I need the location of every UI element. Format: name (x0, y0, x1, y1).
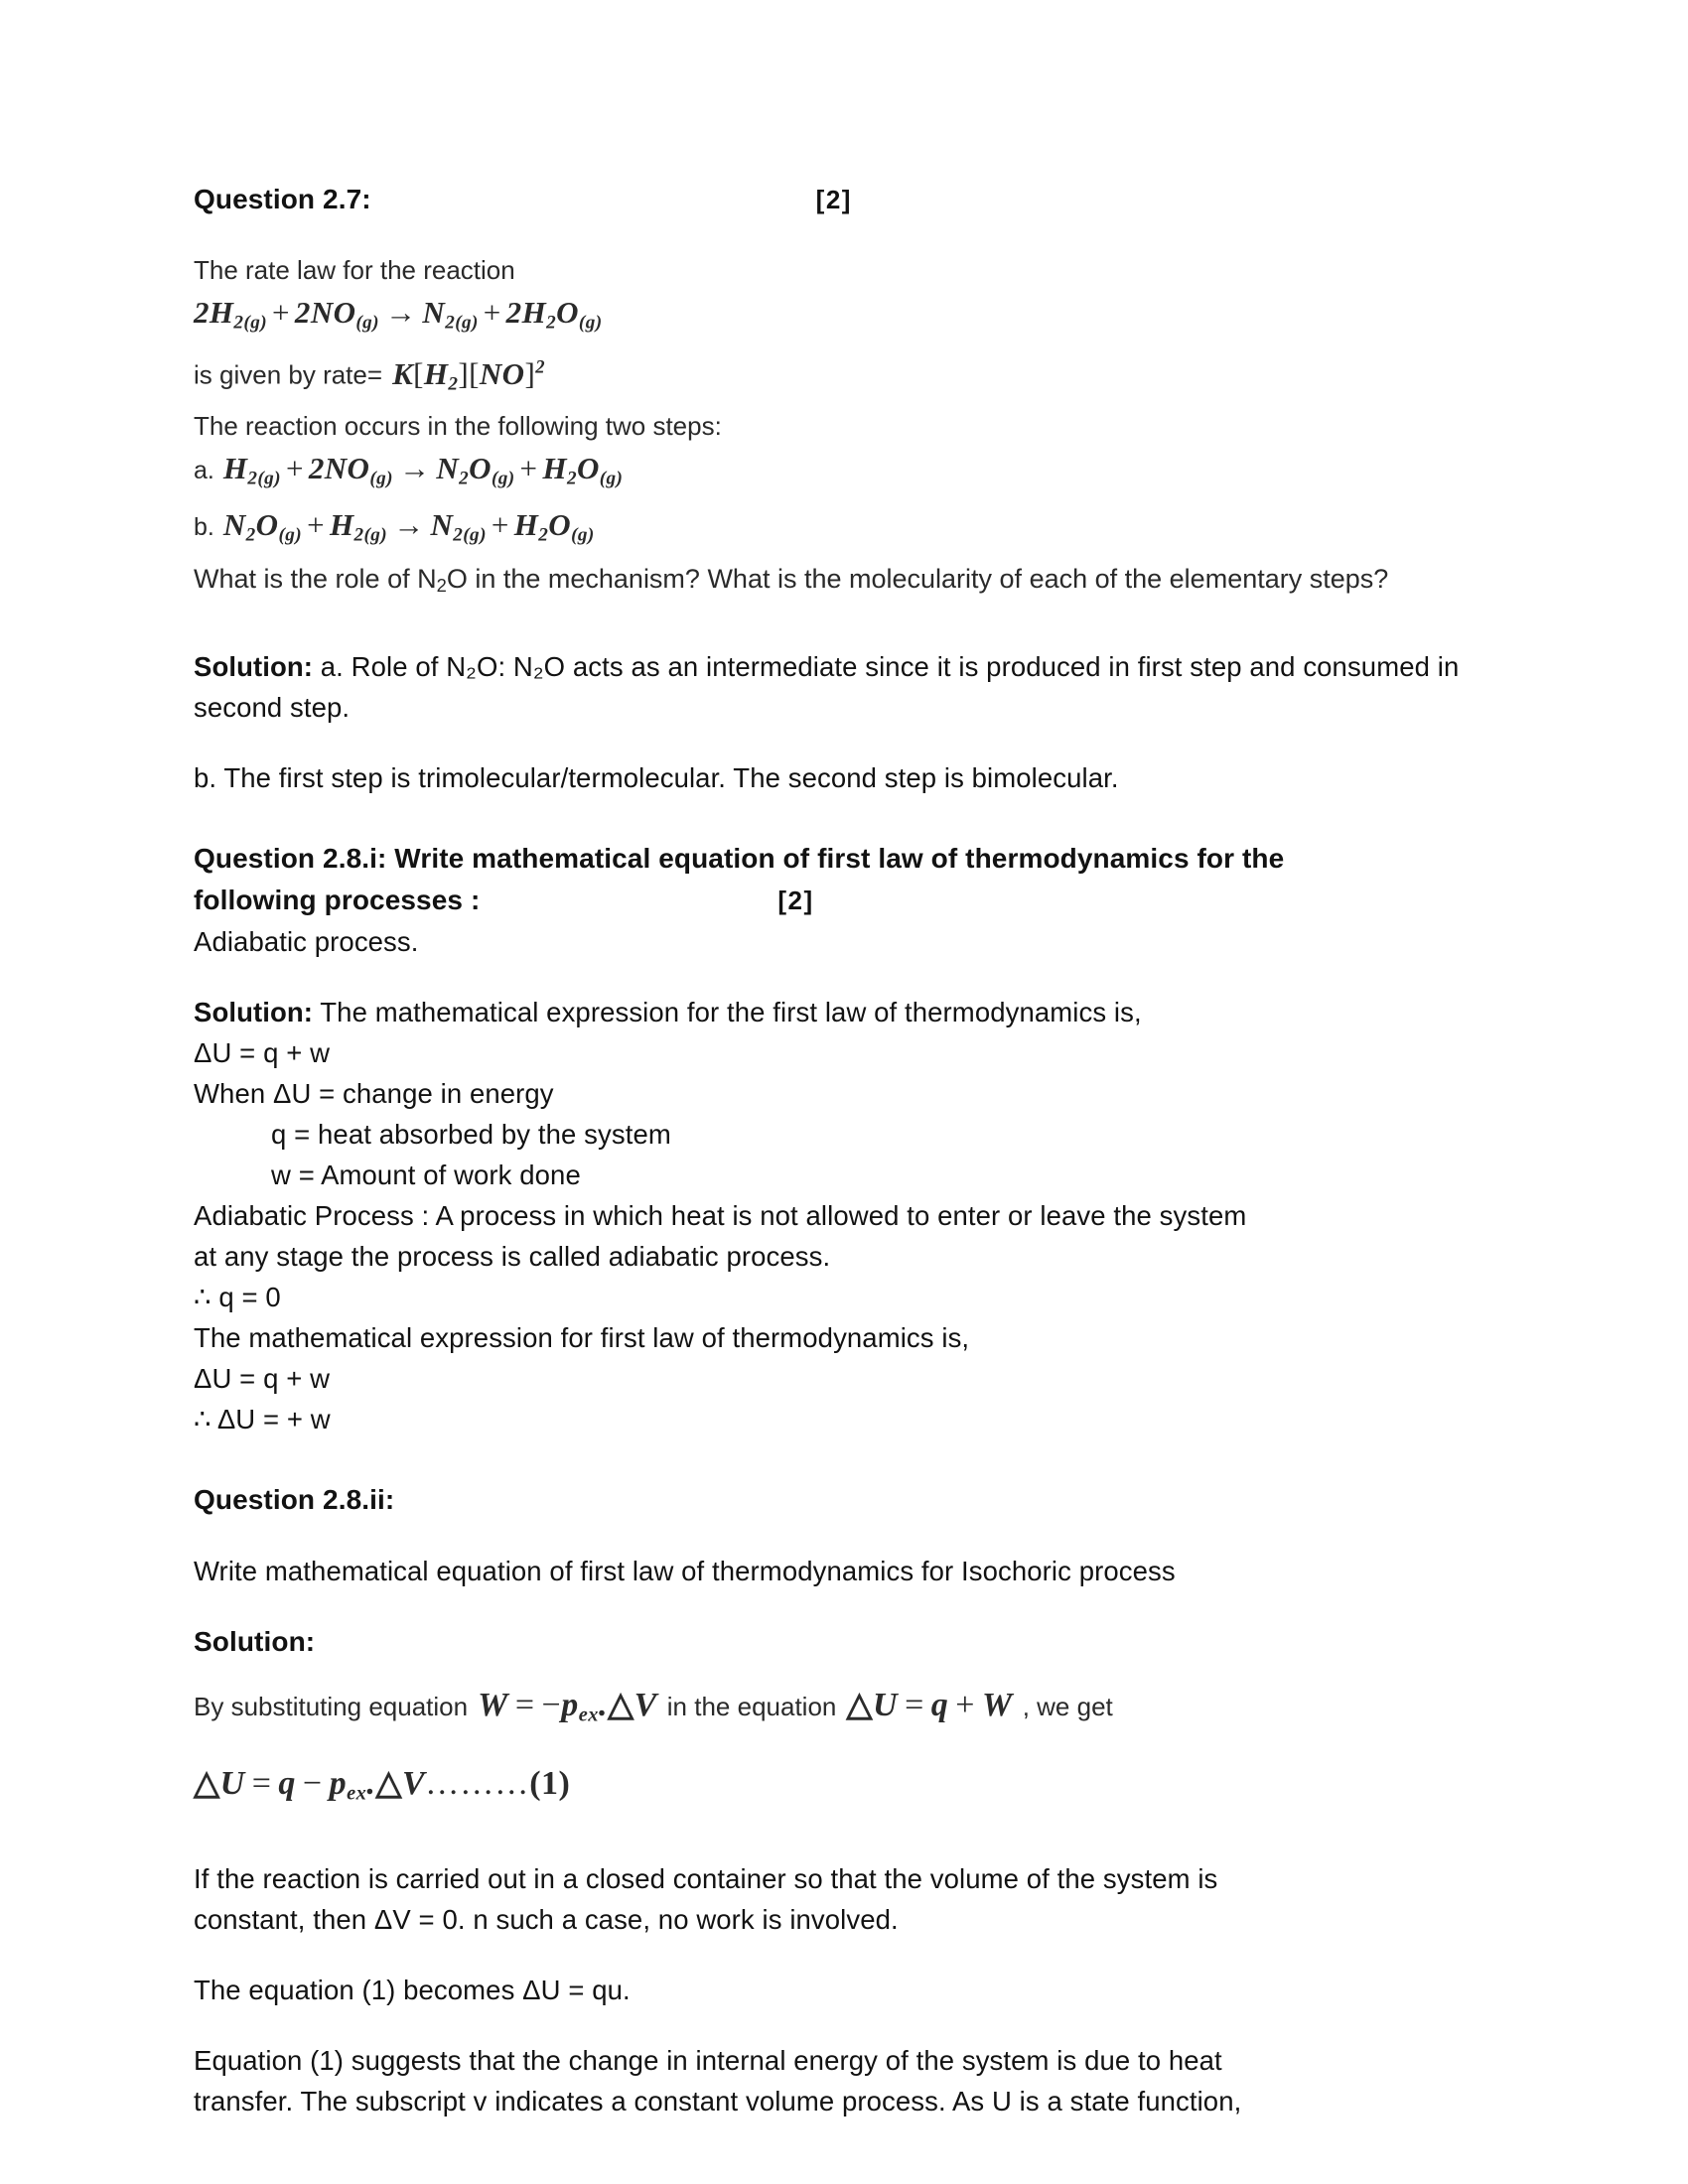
eq-subscript: (g) (571, 524, 595, 546)
two-steps-intro-line: The reaction occurs in the following two steps: (194, 411, 722, 442)
step-b-equation (222, 506, 595, 546)
mechanism-step-a (194, 446, 1465, 501)
question-2-7-heading-row (194, 179, 1465, 220)
question-2-8-ii-solution-label: Solution: (194, 1626, 316, 1658)
eq-arrow: → (398, 451, 431, 486)
bracket-close: ] (458, 355, 470, 391)
eq-subscript: 2(g) (353, 524, 388, 546)
overall-reaction-equation (194, 290, 1465, 345)
eq-species: O (255, 506, 279, 542)
eq-subscript: (g) (491, 468, 515, 489)
eq-species: H (209, 295, 234, 330)
delta-symbol: △ (194, 1764, 220, 1802)
pressure-symbol: p (329, 1764, 348, 1802)
step-a-equation (222, 451, 624, 489)
question-2-8-i-title-line2: following processes : (194, 885, 481, 916)
multiplication-dot: . (598, 1687, 608, 1724)
eq-species: H (329, 506, 354, 542)
bracket-close: ] (524, 355, 536, 391)
heat-symbol: q (278, 1764, 296, 1802)
molecularity-question-part1: What is the role of N (194, 564, 437, 595)
question-2-7-marks: [2] (815, 185, 852, 214)
volume-symbol: V (402, 1764, 426, 1802)
rate-constant: K (392, 355, 414, 391)
eq-species: H (222, 451, 248, 486)
multiplication-dot: . (366, 1764, 376, 1802)
equals-sign: = (514, 1687, 535, 1724)
substitution-pre-text: By substituting equation (194, 1692, 469, 1722)
rate-law-intro-line: The rate law for the reaction (194, 255, 515, 285)
question-2-8-i-process: Adiabatic process. (194, 926, 419, 958)
internal-energy-paragraph-line-1: Equation (1) suggests that the change in internal energy of the system is due to heat (194, 2045, 1222, 2077)
question-2-8-i-solution-intro (194, 992, 1465, 1032)
eq-subscript: 2 (245, 524, 256, 546)
question-2-8-ii-body: Write mathematical equation of first law of thermodynamics for Isochoric process (194, 1556, 1176, 1587)
solution-intro-text: The mathematical expression for the first law of thermodynamics is, (313, 997, 1142, 1028)
eq-subscript: (g) (355, 312, 379, 334)
step-a-label: a. (194, 457, 214, 485)
solution-a-text: a. Role of N₂O: N₂O acts as an intermediate since it is produced in first step and consumed in second step. (194, 651, 1460, 724)
first-law-expression-line: The mathematical expression for first law of thermodynamics is, (194, 1322, 970, 1354)
eq-species: N (430, 506, 454, 542)
delta-symbol: △ (375, 1764, 402, 1802)
adiabatic-result-equation: ∴ ΔU = + w (194, 1404, 331, 1435)
delta-symbol: △ (607, 1687, 634, 1724)
eq-arrow: → (393, 506, 425, 542)
work-expression (478, 1687, 657, 1726)
eq-species: N (436, 451, 460, 486)
eq-subscript: 2 (566, 468, 577, 489)
eq-plus: + (491, 506, 509, 542)
q-definition-line: q = heat absorbed by the system (271, 1119, 671, 1151)
question-2-8-ii-title: Question 2.8.ii: (194, 1484, 395, 1516)
rate-species: NO (479, 355, 525, 391)
minus-sign: − (541, 1687, 562, 1724)
eq-species: NO (324, 451, 370, 486)
rate-species: H (423, 355, 449, 391)
question-2-8-i-marks: [2] (777, 886, 814, 916)
rate-expression (392, 355, 545, 395)
internal-energy-symbol: U (219, 1764, 245, 1802)
eq-coeff: 2 (294, 295, 311, 330)
eq-species: O (556, 295, 579, 330)
eq-species: O (469, 451, 492, 486)
w-definition-line: w = Amount of work done (271, 1160, 581, 1191)
question-2-8-i-title: Question 2.8.i: Write mathematical equation of first law of thermodynamics for the (194, 843, 1285, 875)
equation-becomes-paragraph: The equation (1) becomes ΔU = qu. (194, 1975, 631, 2006)
internal-energy-expression (846, 1687, 1012, 1723)
question-2-7-solution-a (194, 646, 1465, 728)
eq-subscript: (g) (578, 312, 603, 334)
bracket-open: [ (469, 355, 480, 391)
equation-dots: ……… (425, 1764, 530, 1802)
eq-subscript: 2 (459, 468, 470, 489)
numbered-equation-1 (194, 1758, 1465, 1820)
first-law-equation-2: ΔU = q + w (194, 1363, 331, 1395)
equals-sign: = (251, 1764, 272, 1802)
pressure-subscript: ex (347, 1782, 367, 1805)
eq-plus: + (483, 295, 501, 330)
eq-species: N (222, 506, 246, 542)
question-2-8-ii-scanned-block (194, 1683, 1465, 1819)
closed-container-paragraph-line-1: If the reaction is carried out in a closed container so that the volume of the system is (194, 1863, 1218, 1895)
mechanism-step-b (194, 502, 1465, 558)
question-2-7-title: Question 2.7: (194, 184, 371, 214)
question-2-7-scanned-block (194, 250, 1465, 607)
eq-subscript: 2(g) (247, 468, 281, 489)
eq-subscript: 2(g) (233, 312, 268, 334)
minus-sign: − (302, 1764, 323, 1802)
eq-plus: + (307, 506, 325, 542)
rate-expression-line (194, 345, 1465, 406)
equals-sign: = (905, 1687, 924, 1724)
eq-species: N (422, 295, 446, 330)
eq-subscript: 2(g) (445, 312, 479, 334)
adiabatic-definition-line-1: Adiabatic Process : A process in which heat is not allowed to enter or leave the system (194, 1200, 1247, 1232)
work-symbol: W (981, 1687, 1013, 1724)
substitution-post-text: , we get (1022, 1692, 1113, 1722)
delta-u-definition-line: When ΔU = change in energy (194, 1078, 554, 1110)
plus-sign: + (955, 1687, 975, 1724)
eq-species: H (542, 451, 567, 486)
eq-plus: + (272, 295, 290, 330)
therefore-q-zero-line: ∴ q = 0 (194, 1282, 281, 1313)
eq-plus: + (519, 451, 538, 486)
molecularity-question-part2: O in the mechanism? What is the molecularity of each of the elementary steps? (446, 564, 1389, 595)
work-symbol: W (478, 1687, 508, 1724)
eq-species: O (548, 506, 572, 542)
first-law-equation-1: ΔU = q + w (194, 1037, 331, 1069)
eq-subscript: (g) (369, 468, 393, 489)
eq-coeff: 2 (505, 295, 522, 330)
equation-number: (1) (529, 1764, 571, 1802)
volume-symbol: V (633, 1687, 657, 1724)
question-2-7-solution-b: b. The first step is trimolecular/termolecular. The second step is bimolecular. (194, 762, 1119, 794)
internal-energy-symbol: U (873, 1687, 899, 1724)
solution-label: Solution: (194, 997, 314, 1028)
eq-subscript: (g) (278, 524, 303, 546)
step-b-label: b. (194, 512, 214, 541)
delta-symbol: △ (846, 1687, 874, 1724)
eq-coeff: 2 (194, 295, 210, 330)
pressure-symbol: p (561, 1687, 579, 1724)
rate-species-sub: 2 (448, 373, 459, 395)
eq-species: NO (310, 295, 356, 330)
eq-species: H (513, 506, 539, 542)
adiabatic-definition-line-2: at any stage the process is called adiabatic process. (194, 1241, 831, 1273)
heat-symbol: q (930, 1687, 949, 1724)
pressure-subscript: ex (578, 1704, 599, 1726)
solution-label: Solution: (194, 651, 314, 683)
question-2-8-i-title-row-2 (194, 880, 1465, 921)
eq-coeff: 2 (308, 451, 325, 486)
rate-prefix: is given by rate= (194, 359, 383, 390)
internal-energy-paragraph-line-2: transfer. The subscript v indicates a constant volume process. As U is a state function, (194, 2086, 1242, 2117)
eq-plus: + (285, 451, 304, 486)
eq-species: O (576, 451, 600, 486)
eq-subscript: 2 (538, 524, 549, 546)
molecularity-question-line (194, 558, 1465, 607)
eq-subscript: (g) (599, 468, 624, 489)
eq-subscript: 2(g) (453, 524, 487, 546)
substitution-sentence (194, 1683, 1465, 1738)
closed-container-paragraph-line-2: constant, then ΔV = 0. n such a case, no work is involved. (194, 1904, 899, 1936)
substitution-mid-text: in the equation (666, 1692, 837, 1722)
bracket-open: [ (413, 355, 424, 391)
eq-species: H (521, 295, 547, 330)
rate-exponent: 2 (535, 356, 545, 378)
eq-subscript: 2 (546, 312, 557, 334)
eq-arrow: → (384, 295, 417, 330)
molecularity-question-subscript: 2 (436, 575, 447, 597)
